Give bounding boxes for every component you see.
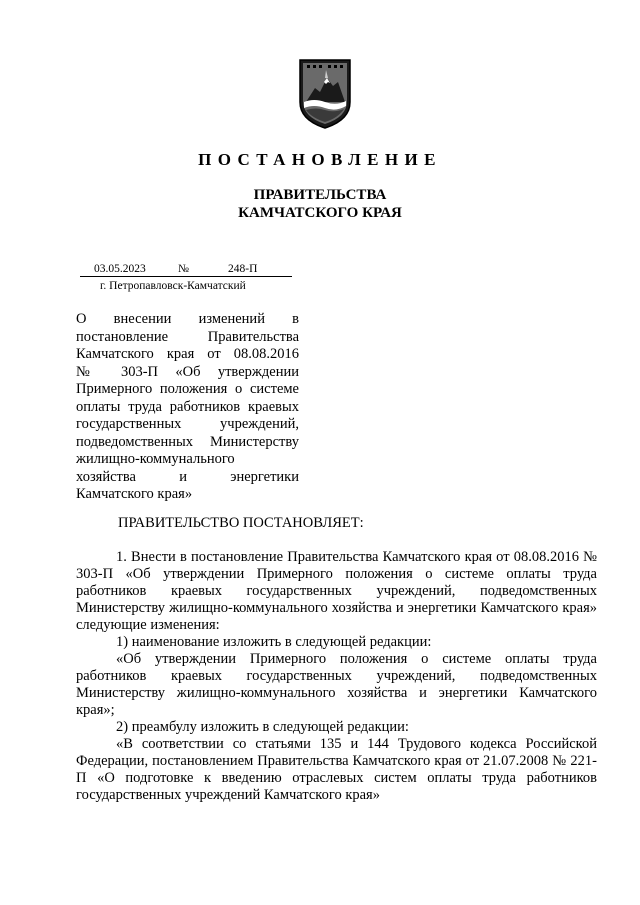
number-sign: № [178, 263, 189, 275]
document-date: 03.05.2023 [94, 263, 146, 275]
document-subject [76, 311, 299, 504]
date-number-line [80, 262, 292, 277]
document-body [76, 549, 597, 804]
subject-line: Камчатского края от 08.08.2016 [76, 346, 299, 362]
subject-line: хозяйства и энергетики [76, 468, 299, 485]
issuer-line: КАМЧАТСКОГО КРАЯ [238, 205, 402, 221]
body-paragraph: 1) наименование изложить в следующей редакции: [116, 634, 432, 650]
subject-line: О внесении изменений в [76, 311, 299, 327]
document-type-title: ПОСТАНОВЛЕНИЕ [198, 150, 442, 169]
city-name: г. Петропавловск-Камчатский [100, 280, 246, 292]
subject-line: Примерного положения о системе [76, 381, 299, 397]
subject-line: жилищно-коммунального [76, 451, 235, 467]
body-paragraph: 1. Внести в постановление Правительства Камчатского края от 08.08.2016 № 303-П «Об утверждении Примерного положения о системе оплаты труда работников краевых государственных учреждений, подведомственных Министерству жилищно-коммунального хозяйства и энергетики Камчатского края» следующие изменения: [76, 549, 597, 633]
subject-line: оплаты труда работников краевых [76, 398, 299, 415]
issuer-title [0, 186, 640, 222]
issuer-line: ПРАВИТЕЛЬСТВА [253, 187, 387, 203]
subject-line: постановление Правительства [76, 328, 299, 345]
subject-line: Камчатского края» [76, 486, 193, 502]
body-paragraph: «Об утверждении Примерного положения о системе оплаты труда работников краевых государственных учреждений, подведомственных Министерству жилищно-коммунального хозяйства и энергетики Камчатского края»; [76, 651, 597, 718]
subject-line: подведомственных Министерству [76, 433, 299, 450]
subject-line: № 303-П «Об утверждении [76, 363, 299, 380]
subject-line: государственных учреждений, [76, 416, 299, 432]
kamchatka-emblem-icon [298, 58, 352, 130]
document-number: 248-П [228, 263, 258, 275]
decree-phrase: ПРАВИТЕЛЬСТВО ПОСТАНОВЛЯЕТ: [118, 515, 364, 531]
body-paragraph: «В соответствии со статьями 135 и 144 Трудового кодекса Российской Федерации, постановлением Правительства Камчатского края от 21.07.2008 № 221-П «О подготовке к введению отраслевых систем оплаты труда работников государственных учреждений Камчатского края» [76, 736, 597, 803]
body-paragraph: 2) преамбулу изложить в следующей редакции: [116, 719, 409, 735]
